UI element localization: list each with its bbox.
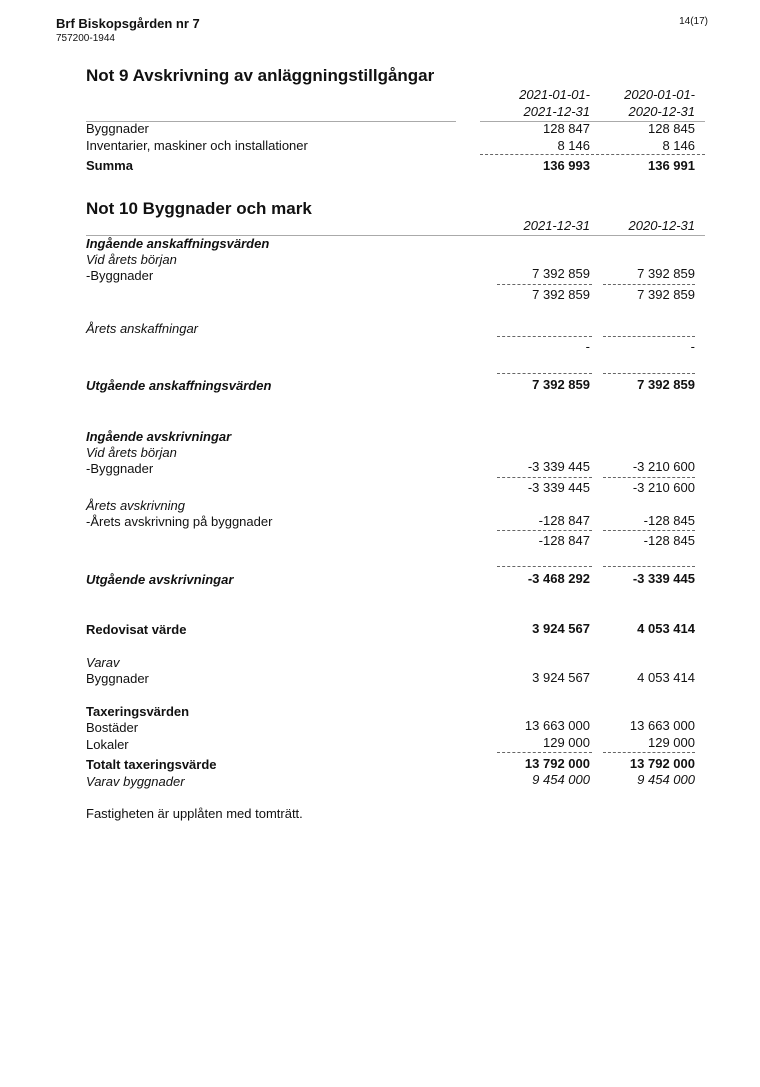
of-which-label: Varav: [86, 655, 120, 670]
depreciation-in-heading: Ingående avskrivningar: [86, 429, 232, 444]
book-value-label: Redovisat värde: [86, 622, 187, 637]
acquisition-year-2021: -: [585, 339, 590, 354]
subtotal-rule: [603, 373, 695, 374]
note10-col1-header: 2021-12-31: [523, 218, 590, 233]
depreciation-out-label: Utgående avskrivningar: [86, 572, 234, 587]
tax-row-label: Lokaler: [86, 737, 129, 752]
acquisition-in-heading: Ingående anskaffningsvärden: [86, 236, 270, 251]
acquisition-out-label: Utgående anskaffningsvärden: [86, 378, 272, 393]
tax-row-2021: 129 000: [543, 735, 590, 750]
subtotal-rule: [497, 530, 592, 531]
depreciation-year-row-2020: -128 845: [643, 513, 695, 528]
tax-row-2021: 13 663 000: [524, 718, 590, 733]
subtotal-rule: [603, 336, 695, 337]
depreciation-building-2021: -3 339 445: [527, 459, 590, 474]
note9-row-value-2020: 128 845: [648, 121, 695, 136]
ground-lease-note: Fastigheten är upplåten med tomträtt.: [86, 806, 303, 821]
tax-buildings-label: Varav byggnader: [86, 774, 185, 789]
organization-name: Brf Biskopsgården nr 7: [56, 16, 200, 31]
book-value-2020: 4 053 414: [637, 621, 695, 636]
depreciation-start-label: Vid årets början: [86, 445, 177, 460]
acquisition-building-label: -Byggnader: [86, 268, 154, 283]
note9-row-value-2020: 8 146: [662, 138, 695, 153]
acquisition-year-2020: -: [690, 339, 695, 354]
subtotal-rule: [603, 566, 695, 567]
note9-row-label: Inventarier, maskiner och installationer: [86, 138, 308, 153]
subtotal-rule: [497, 477, 592, 478]
note9-sum-rule: [480, 154, 705, 155]
tax-buildings-2021: 9 454 000: [532, 772, 590, 787]
note9-row-label: Byggnader: [86, 121, 149, 136]
tax-total-label: Totalt taxeringsvärde: [86, 757, 217, 772]
depreciation-year-subtotal-2020: -128 845: [643, 533, 695, 548]
note9-col1-header-line1: 2021-01-01-: [519, 87, 590, 102]
note9-col2-header-line1: 2020-01-01-: [624, 87, 695, 102]
acquisition-start-label: Vid årets början: [86, 252, 177, 267]
depreciation-subtotal-2021: -3 339 445: [527, 480, 590, 495]
tax-row-2020: 129 000: [648, 735, 695, 750]
book-value-2021: 3 924 567: [532, 621, 590, 636]
depreciation-building-2020: -3 210 600: [632, 459, 695, 474]
depreciation-year-label: Årets avskrivning: [86, 498, 185, 513]
depreciation-out-2021: -3 468 292: [527, 571, 590, 586]
depreciation-out-2020: -3 339 445: [632, 571, 695, 586]
depreciation-building-label: -Byggnader: [86, 461, 154, 476]
tax-buildings-2020: 9 454 000: [637, 772, 695, 787]
subtotal-rule: [603, 530, 695, 531]
acquisition-subtotal-2021: 7 392 859: [532, 287, 590, 302]
depreciation-year-subtotal-2021: -128 847: [538, 533, 590, 548]
note9-col1-header-line2: 2021-12-31: [523, 104, 590, 119]
note10-title: Not 10 Byggnader och mark: [86, 199, 312, 218]
subtotal-rule: [603, 752, 695, 753]
of-which-buildings-label: Byggnader: [86, 671, 149, 686]
depreciation-subtotal-2020: -3 210 600: [632, 480, 695, 495]
subtotal-rule: [497, 373, 592, 374]
tax-row-2020: 13 663 000: [629, 718, 695, 733]
note9-total-2020: 136 991: [648, 158, 695, 173]
note9-total-label: Summa: [86, 158, 133, 173]
note9-total-2021: 136 993: [543, 158, 590, 173]
subtotal-rule: [497, 752, 592, 753]
note9-row-value-2021: 128 847: [543, 121, 590, 136]
subtotal-rule: [603, 477, 695, 478]
acquisition-building-2020: 7 392 859: [637, 266, 695, 281]
note9-row-value-2021: 8 146: [557, 138, 590, 153]
acquisition-year-label: Årets anskaffningar: [86, 321, 199, 336]
note9-title: Not 9 Avskrivning av anläggningstillgångar: [86, 66, 435, 85]
depreciation-year-row-label: -Årets avskrivning på byggnader: [86, 514, 273, 529]
note10-col2-header: 2020-12-31: [628, 218, 695, 233]
acquisition-out-2021: 7 392 859: [532, 377, 590, 392]
depreciation-year-row-2021: -128 847: [538, 513, 590, 528]
organization-number: 757200-1944: [56, 33, 115, 44]
subtotal-rule: [603, 284, 695, 285]
tax-heading: Taxeringsvärden: [86, 704, 190, 719]
tax-total-2020: 13 792 000: [629, 756, 695, 771]
tax-row-label: Bostäder: [86, 720, 139, 735]
subtotal-rule: [497, 284, 592, 285]
of-which-buildings-2021: 3 924 567: [532, 670, 590, 685]
acquisition-out-2020: 7 392 859: [637, 377, 695, 392]
acquisition-building-2021: 7 392 859: [532, 266, 590, 281]
tax-total-2021: 13 792 000: [524, 756, 590, 771]
subtotal-rule: [497, 336, 592, 337]
page-number: 14(17): [679, 16, 708, 27]
of-which-buildings-2020: 4 053 414: [637, 670, 695, 685]
subtotal-rule: [497, 566, 592, 567]
note9-col2-header-line2: 2020-12-31: [628, 104, 695, 119]
acquisition-subtotal-2020: 7 392 859: [637, 287, 695, 302]
